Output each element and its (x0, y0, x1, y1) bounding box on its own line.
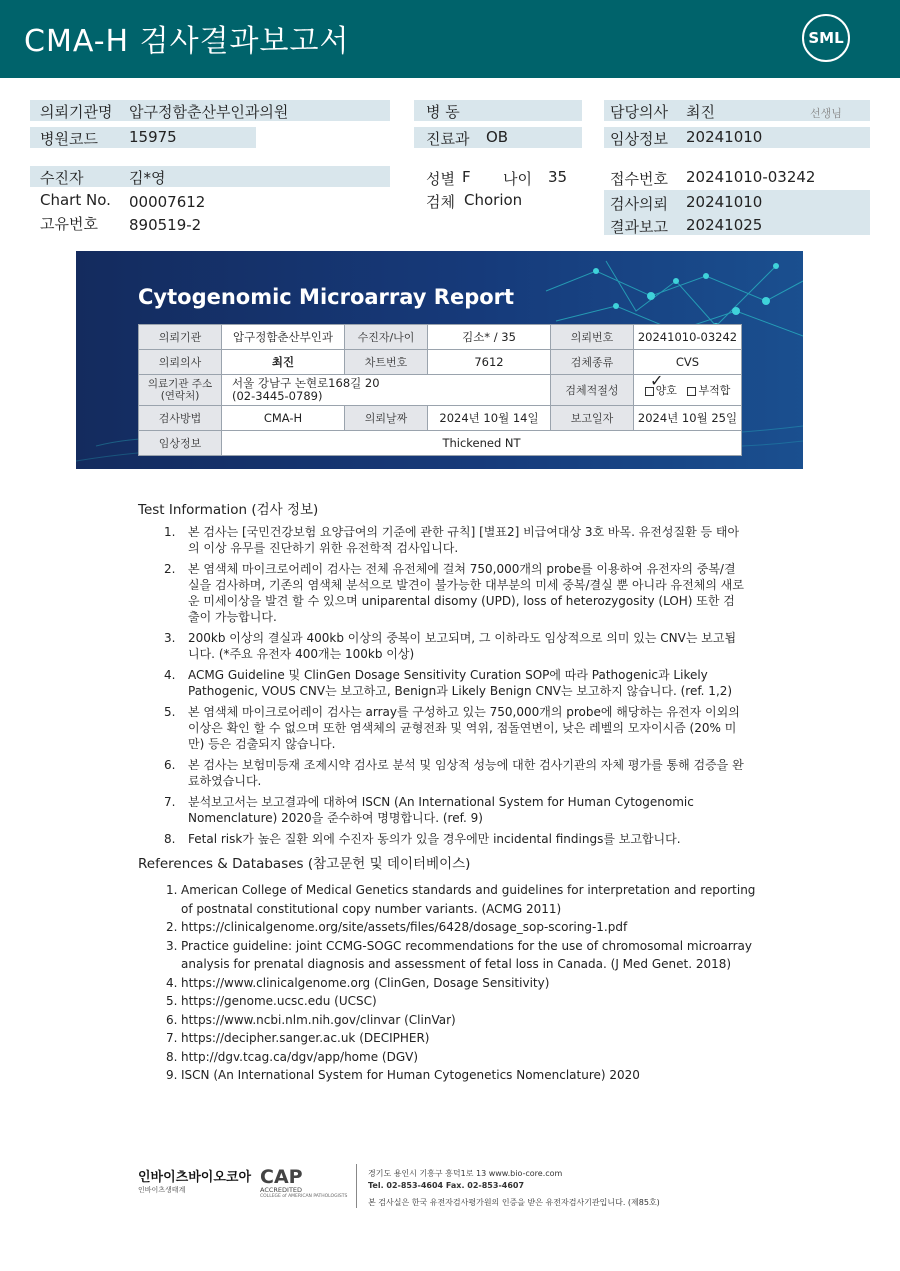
clinical-label: 임상정보 (610, 130, 668, 148)
list-item: 5. 본 염색체 마이크로어레이 검사는 array를 구성하고 있는 750,000개의 probe에 해당하는 유전자 이외의 이상은 확인 할 수 없으며 또한 염색체의 균형전좌 및 역위, 점돌연변이, 낮은 레벨의 모자이시즘 (20% 미만) 등은 검출되지 않습니다. (164, 705, 740, 751)
table-cell (222, 375, 551, 406)
specimen-value: Chorion (464, 191, 523, 209)
list-item-text: 본 염색체 마이크로어레이 검사는 array를 구성하고 있는 750,000개의 probe에 해당하는 유전자 이외의 이상은 확인 할 수 없으며 또한 염색체의 균형전좌 및 역위, 점돌연변이, 낮은 레벨의 모자이시즘 (20% 미만) 등은 검출되지 않습니다. (188, 705, 740, 751)
result-label: 결과보고 (610, 218, 668, 236)
req-date-value: 20241010 (686, 193, 763, 211)
test-info-list (164, 524, 744, 852)
list-item: 8. http://dgv.tcag.ca/dgv/app/home (DGV) (166, 1049, 419, 1064)
table-cell: 의뢰의사 (139, 350, 222, 375)
table-cell: 압구정함춘산부인과 (222, 325, 345, 350)
req-date-label: 검사의뢰 (610, 195, 668, 213)
hosp-code-label: 병원코드 (40, 130, 98, 148)
cap-college: COLLEGE of AMERICAN PATHOLOGISTS (260, 1194, 348, 1199)
contact-label: (연락처) (160, 390, 200, 402)
sex-value: F (462, 168, 471, 186)
table-row (139, 325, 742, 350)
list-item: 8. Fetal risk가 높은 질환 외에 수진자 동의가 있을 경우에만 incidental findings를 보고합니다. (164, 832, 681, 846)
table-cell: CVS (634, 350, 742, 375)
age-label: 나이 (503, 170, 532, 188)
adequacy-ok-label: 양호 (655, 384, 677, 397)
list-item-text: https://www.clinicalgenome.org (ClinGen, Dosage Sensitivity) (181, 975, 550, 990)
table-cell: 임상정보 (139, 431, 222, 456)
doctor-value: 최진 (686, 103, 715, 121)
ward-label: 병 동 (426, 103, 460, 121)
footer-org-name: 인바이츠바이오코아 (138, 1170, 252, 1185)
list-item: 7. 분석보고서는 보고결과에 대하여 ISCN (An International System for Human Cytogenomic Nomenclature) 2020을 준수하여 명명합니다. (ref. 9) (164, 795, 694, 825)
list-item: 6. 본 검사는 보험미등재 조제시약 검사로 분석 및 임상적 성능에 대한 검사기관의 자체 평가를 통해 검증을 완료하였습니다. (164, 758, 744, 788)
references-list (166, 881, 766, 1085)
list-item: 7. https://decipher.sanger.ac.uk (DECIPHER) (166, 1031, 430, 1045)
result-date-value: 20241025 (686, 216, 763, 234)
list-item-text: https://decipher.sanger.ac.uk (DECIPHER) (181, 1031, 430, 1045)
list-item-text: Practice guideline: joint CCMG-SOGC recommendations for the use of chromosomal microarray analysis for prenatal diagnosis and assessment of fetal loss in Canada. (J Med Genet. 2018) (181, 938, 753, 971)
table-cell: 검사방법 (139, 406, 222, 431)
unique-label: 고유번호 (40, 215, 98, 233)
list-item: 5. https://genome.ucsc.edu (UCSC) (166, 994, 377, 1008)
list-item-text: ACMG Guideline 및 ClinGen Dosage Sensitivity Curation SOP에 따라 Pathogenic과 Likely Pathogenic, VOUS CNV는 보고하고, Benign과 Likely Benign CNV는 보고하지 않습니다. (ref. 1,2) (188, 668, 733, 698)
table-cell: 20241010-03242 (634, 325, 742, 350)
dept-value: OB (486, 128, 509, 146)
patient-value: 김*영 (129, 169, 166, 187)
list-item-text: https://clinicalgenome.org/site/assets/files/6428/dosage_sop-scoring-1.pdf (181, 920, 628, 934)
list-item: 4. https://www.clinicalgenome.org (ClinGen, Dosage Sensitivity) (166, 975, 550, 990)
table-cell: 2024년 10월 14일 (428, 406, 551, 431)
info-bar (30, 166, 390, 187)
table-cell: 2024년 10월 25일 (634, 406, 742, 431)
sex-label: 성별 (426, 170, 455, 188)
table-cell (139, 375, 222, 406)
list-item-text: Fetal risk가 높은 질환 외에 수진자 동의가 있을 경우에만 incidental findings를 보고합니다. (188, 832, 681, 846)
report-title: CMA-H 검사결과보고서 (24, 24, 350, 59)
chart-value: 00007612 (129, 193, 206, 211)
list-item: 3. Practice guideline: joint CCMG-SOGC recommendations for the use of chromosomal microarray analysis for prenatal diagnosis and assessment of fetal loss in Canada. (J Med Genet. 2018) (166, 938, 753, 971)
list-item-text: 200kb 이상의 결실과 400kb 이상의 중복이 보고되며, 그 이하라도 임상적으로 의미 있는 CNV는 보고됩니다. (*주요 유전자 400개는 100kb 이상) (188, 631, 737, 661)
doctor-suffix: 선생님 (810, 107, 842, 120)
contact-value: (02-3445-0789) (232, 389, 323, 403)
adequacy-bad-label: 부적합 (698, 384, 731, 397)
address-label: 의료기관 주소 (147, 378, 213, 390)
hosp-code-value: 15975 (129, 128, 177, 146)
doctor-label: 담당의사 (610, 103, 668, 121)
list-item-text: 본 검사는 [국민건강보험 요양급여의 기준에 관한 규칙] [별표2] 비급여대상 3호 바목. 유전성질환 등 태아의 이상 유무를 진단하기 위한 유전학적 검사입니다. (188, 525, 740, 555)
list-item-text: ISCN (An International System for Human Cytogenetics Nomenclature) 2020 (181, 1068, 640, 1082)
dept-label: 진료과 (426, 130, 470, 148)
table-cell: 차트번호 (345, 350, 428, 375)
cap-logo: CAP (260, 1166, 303, 1188)
cap-accredited: ACCREDITED (260, 1186, 303, 1194)
table-cell: 김소* / 35 (428, 325, 551, 350)
table-cell: CMA-H (222, 406, 345, 431)
list-item-text: American College of Medical Genetics standards and guidelines for interpretation and reporting of postnatal constitutional copy number variants. (ACMG 2011) (181, 883, 756, 916)
sml-logo: SML (802, 14, 850, 62)
check-mark-icon: ✓ (650, 371, 664, 390)
test-info-title: Test Information (검사 정보) (138, 502, 319, 518)
patient-label: 수진자 (40, 169, 84, 187)
list-item-text: 본 검사는 보험미등재 조제시약 검사로 분석 및 임상적 성능에 대한 검사기관의 자체 평가를 통해 검증을 완료하였습니다. (188, 758, 744, 788)
checkbox-icon (687, 387, 696, 396)
table-cell: 최진 (222, 350, 345, 375)
req-org-label: 의뢰기관명 (40, 103, 113, 121)
footer-divider (356, 1164, 357, 1208)
banner-title: Cytogenomic Microarray Report (138, 285, 515, 309)
table-cell: 의뢰날짜 (345, 406, 428, 431)
list-item: 1. American College of Medical Genetics standards and guidelines for interpretation and reporting of postnatal constitutional copy number variants. (ACMG 2011) (166, 883, 756, 916)
table-cell: 수진자/나이 (345, 325, 428, 350)
table-cell: 7612 (428, 350, 551, 375)
table-cell: 의뢰기관 (139, 325, 222, 350)
footer-tel: Tel. 02-853-4604 Fax. 02-853-4607 (368, 1181, 525, 1190)
table-row (139, 375, 742, 406)
report-summary-table (138, 324, 742, 456)
receipt-label: 접수번호 (610, 170, 668, 188)
list-item-text: https://genome.ucsc.edu (UCSC) (181, 994, 377, 1008)
footer-address: 경기도 용인시 기흥구 흥덕1로 13 www.bio-core.com (368, 1169, 563, 1178)
list-item: 2. 본 염색체 마이크로어레이 검사는 전체 유전체에 걸쳐 750,000개의 probe를 이용하여 유전자의 중복/결실을 검사하며, 기존의 염색체 분석으로 발견이 불가능한 대부분의 미세 중복/결실 뿐 아니라 유전체의 새로운 미세이상을 발견 할 수 있으며 uniparental disomy (UPD), loss of heterozygosity (LOH) 또한 검출이 가능합니다. (164, 562, 744, 624)
list-item: 1. 본 검사는 [국민건강보험 요양급여의 기준에 관한 규칙] [별표2] 비급여대상 3호 바목. 유전성질환 등 태아의 이상 유무를 진단하기 위한 유전학적 검사입니다. (164, 525, 740, 555)
table-cell (634, 371, 742, 406)
table-cell: 의뢰번호 (551, 325, 634, 350)
req-org-value: 압구정함춘산부인과의원 (129, 103, 289, 121)
table-cell: 보고일자 (551, 406, 634, 431)
unique-value: 890519-2 (129, 216, 202, 234)
list-item: 6. https://www.ncbi.nlm.nih.gov/clinvar (ClinVar) (166, 1012, 456, 1027)
report-header (0, 0, 900, 78)
table-cell: 검체종류 (551, 350, 634, 375)
address-value: 서울 강남구 논현로168길 20 (232, 376, 380, 390)
table-row (139, 406, 742, 431)
references-title: References & Databases (참고문헌 및 데이터베이스) (138, 856, 471, 872)
list-item: 9. ISCN (An International System for Human Cytogenetics Nomenclature) 2020 (166, 1068, 640, 1082)
footer-org-sub: 인바이츠생태계 (138, 1186, 186, 1194)
list-item: 2. https://clinicalgenome.org/site/assets/files/6428/dosage_sop-scoring-1.pdf (166, 920, 628, 934)
list-item-text: https://www.ncbi.nlm.nih.gov/clinvar (ClinVar) (181, 1012, 456, 1027)
list-item-text: 분석보고서는 보고결과에 대하여 ISCN (An International System for Human Cytogenomic Nomenclature) 2020을 준수하여 명명합니다. (ref. 9) (188, 795, 694, 825)
specimen-label: 검체 (426, 193, 455, 211)
age-value: 35 (548, 168, 568, 186)
list-item: 3. 200kb 이상의 결실과 400kb 이상의 중복이 보고되며, 그 이하라도 임상적으로 의미 있는 CNV는 보고됩니다. (*주요 유전자 400개는 100kb 이상) (164, 631, 737, 661)
receipt-value: 20241010-03242 (686, 168, 816, 186)
clinical-value: 20241010 (686, 128, 763, 146)
table-row (139, 431, 742, 456)
list-item-text: 본 염색체 마이크로어레이 검사는 전체 유전체에 걸쳐 750,000개의 probe를 이용하여 유전자의 중복/결실을 검사하며, 기존의 염색체 분석으로 발견이 불가능한 대부분의 미세 중복/결실 뿐 아니라 유전체의 새로운 미세이상을 발견 할 수 있으며 uniparental disomy (UPD), loss of heterozygosity (LOH) 또한 검출이 가능합니다. (188, 562, 744, 624)
chart-label: Chart No. (40, 191, 111, 209)
cma-report-banner (76, 251, 803, 469)
list-item: 4. ACMG Guideline 및 ClinGen Dosage Sensitivity Curation SOP에 따라 Pathogenic과 Likely Pathogenic, VOUS CNV는 보고하고, Benign과 Likely Benign CNV는 보고하지 않습니다. (ref. 1,2) (164, 668, 733, 698)
table-cell: 검체적절성 (551, 375, 634, 406)
table-cell: Thickened NT (222, 431, 742, 456)
footer-note: 본 검사실은 한국 유전자검사평가원의 인증을 받은 유전자검사기관입니다. (제85호) (368, 1198, 660, 1207)
list-item-text: http://dgv.tcag.ca/dgv/app/home (DGV) (181, 1049, 419, 1064)
